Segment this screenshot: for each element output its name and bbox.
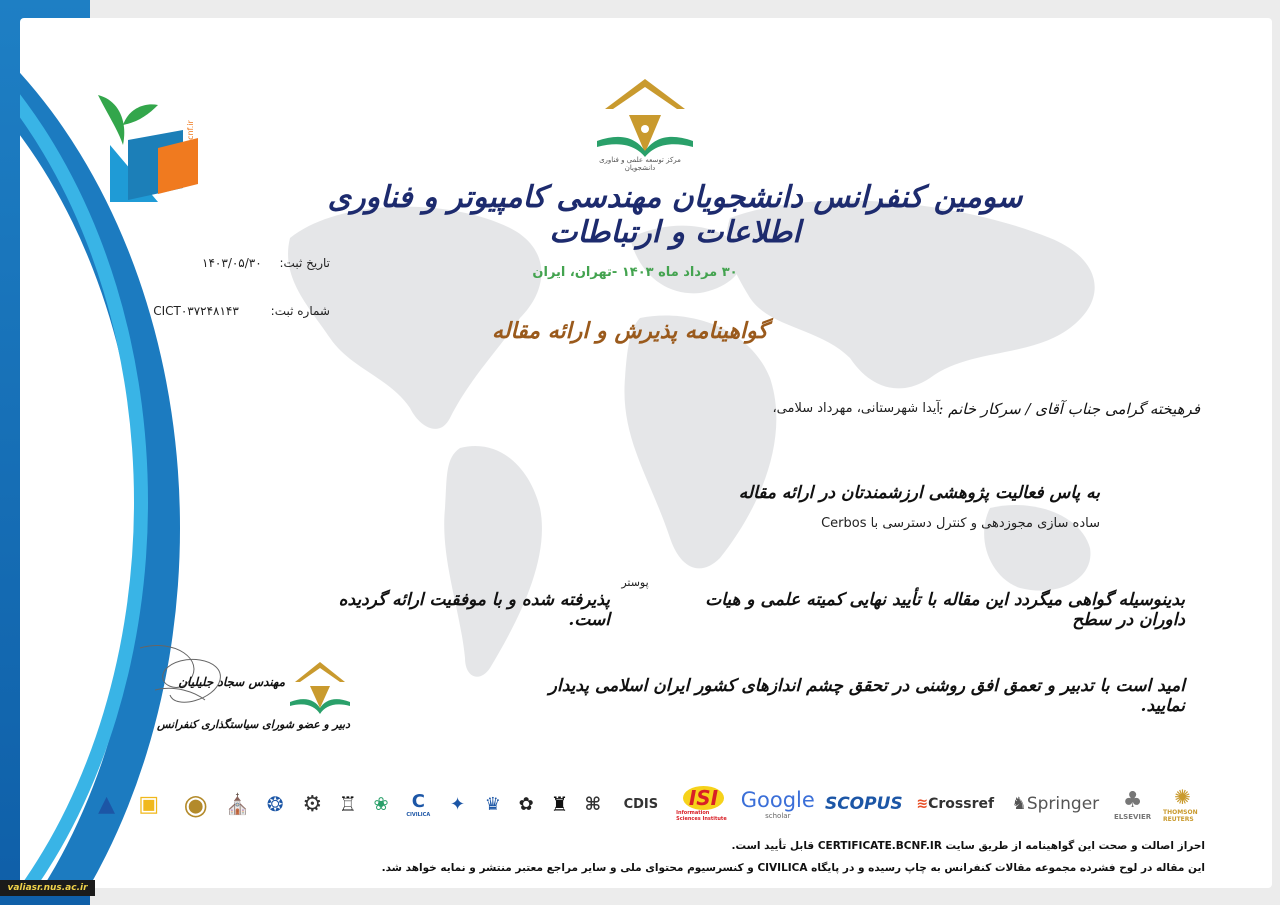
emblem-logo-1: ⌘ — [584, 793, 602, 815]
university-logo-2: ✦ — [449, 793, 466, 815]
registration-date-value: ۱۴۰۳/۰۵/۳۰ — [202, 256, 262, 270]
date-place: ۳۰ مرداد ماه ۱۴۰۳ -تهران، ایران — [532, 265, 738, 280]
signatory-role: دبیر و عضو شورای سیاستگذاری کنفرانس — [156, 718, 350, 731]
certify-line-part1: بدینوسیله گواهی میگردد این مقاله با تأیید نهایی کمیته علمی و هیات داوران در سطح — [705, 590, 1185, 630]
thomson-reuters-logo: ✺ THOMSON REUTERS — [1163, 785, 1198, 823]
watermark-url: valiasr.nus.ac.ir — [0, 880, 95, 896]
salutation: فرهیخته گرامی جناب آقای / سرکار خانم : — [938, 400, 1200, 418]
certificate-type: گواهینامه پذیرش و ارائه مقاله — [491, 318, 769, 344]
registration-date-label: تاریخ ثبت: — [279, 256, 330, 270]
certify-line-part2: پذیرفته شده و با موفقیت ارائه گردیده است. — [338, 590, 610, 630]
isi-logo: ISI Information Sciences Institute — [676, 786, 727, 822]
conference-title: سومین کنفرانس دانشجویان مهندسی کامپیوتر و فناوری اطلاعات و ارتباطات — [327, 180, 1023, 250]
registration-number-value: CICT۰۳۷۲۴۸۱۴۳ — [153, 304, 239, 318]
emblem-logo-4: ❂ — [266, 792, 284, 816]
springer-logo: ♞ Springer — [1011, 794, 1100, 814]
emblem-logo-6: ▣ — [138, 791, 160, 817]
hope-line: امید است با تدبیر و تعمق افق روشنی در تحقق چشم اندازهای کشور ایران اسلامی پدیدار نمایید. — [548, 676, 1185, 716]
signature-emblem — [285, 660, 355, 720]
presentation-level: پوستر — [621, 576, 649, 589]
crossref-logo: ≋ Crossref — [916, 796, 995, 812]
recipient-names: آیدا شهرستانی، مهرداد سلامی، — [772, 401, 940, 416]
bcnf-domain: bcnf.ir — [186, 120, 195, 145]
gear-logo: ⚙ — [302, 791, 323, 817]
cdis-logo: CDIS — [623, 796, 659, 812]
google-scholar-logo: Google scholar — [740, 788, 815, 820]
bcnf-logo — [88, 90, 208, 210]
university-logo-1: ♛ — [484, 793, 501, 815]
registration-number-label: شماره ثبت: — [270, 304, 330, 318]
seal-logo: ◉ — [183, 787, 208, 821]
emblem-logo-2: ✿ — [518, 793, 534, 815]
publication-note: این مقاله در لوح فشرده مجموعه مقالات کنفرانس به چاپ رسیده و در پایگاه CIVILICA و کنسرسیوم محتوای ملی و سایر مراجع معتبر منتشر و نمایه خواهد شد. — [381, 862, 1205, 874]
paper-title: ساده سازی مجوزدهی و کنترل دسترسی با Cerbos — [821, 516, 1100, 531]
scopus-logo: SCOPUS — [824, 794, 903, 814]
tower-logo-2: ♖ — [338, 792, 357, 816]
emblem-logo-5: ⛪ — [225, 792, 251, 816]
civilica-logo: C CIVILICA — [406, 790, 431, 818]
signatory-name: مهندس سجاد جلیلیان — [178, 675, 285, 689]
tower-logo: ♜ — [550, 792, 569, 816]
appreciation-line: به پاس فعالیت پژوهشی ارزشمندتان در ارائه مقاله — [738, 483, 1100, 503]
registration-date — [160, 256, 330, 270]
registration-number — [105, 304, 330, 318]
elsevier-logo: ♣ ELSEVIER — [1113, 787, 1152, 821]
emblem-caption: مرکز توسعه علمی و فناوری دانشجویان — [599, 156, 681, 172]
azad-university-logo: ▲ — [98, 791, 116, 817]
authenticity-note: احراز اصالت و صحت این گواهینامه از طریق سایت CERTIFICATE.BCNF.IR قابل تأیید است. — [731, 840, 1205, 852]
emblem-logo-3: ❀ — [373, 793, 389, 815]
indexing-logos — [92, 776, 1202, 832]
